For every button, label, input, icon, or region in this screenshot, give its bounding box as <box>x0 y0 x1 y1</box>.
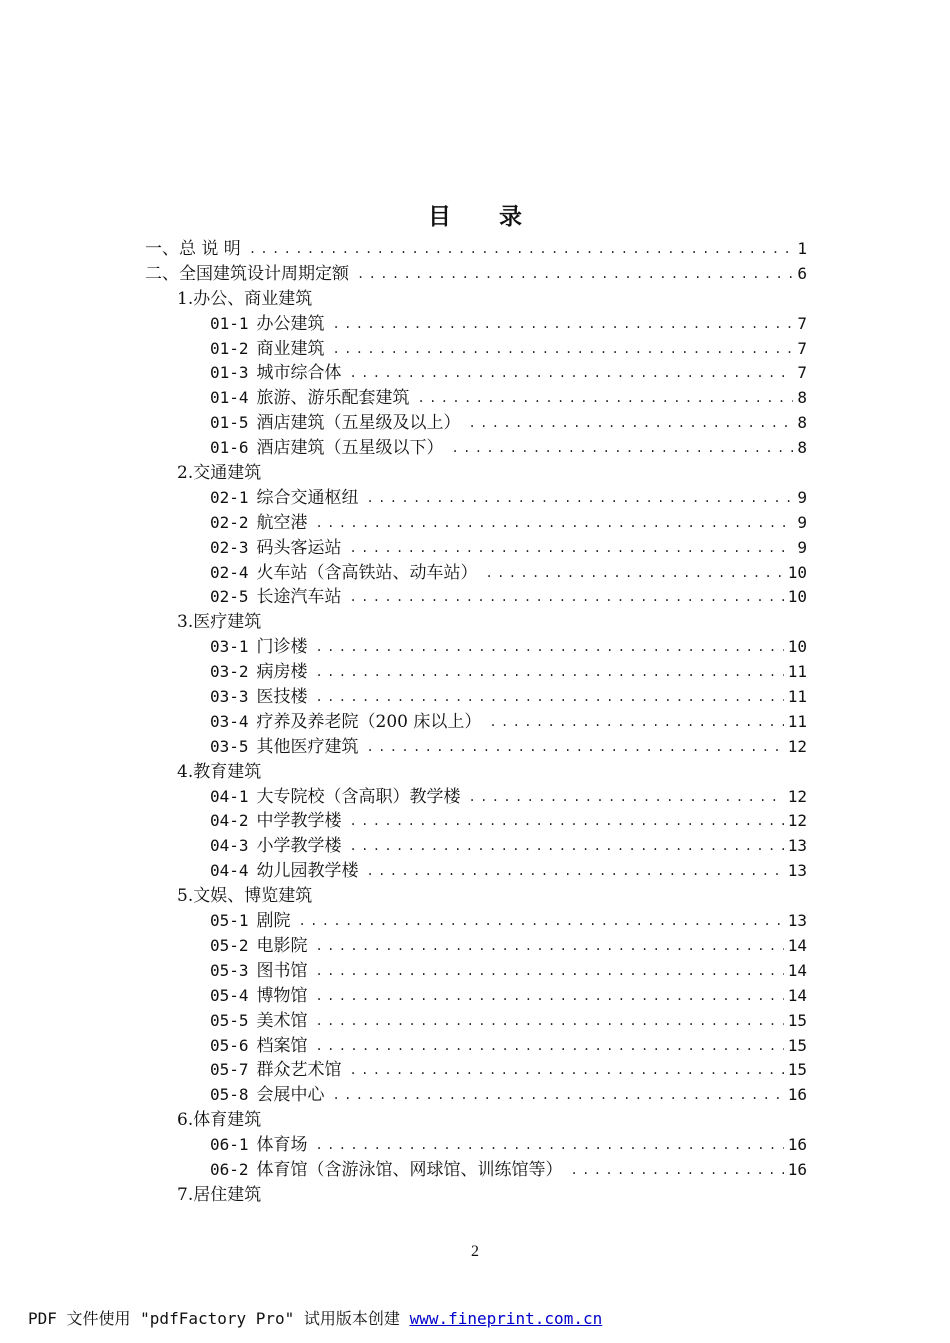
toc-entry-label: 二、全国建筑设计周期定额 <box>145 263 349 284</box>
toc-entry-label: 3.医疗建筑 <box>177 612 262 633</box>
toc-entry-page: 8 <box>797 388 807 408</box>
toc-entry-code: 05-5 <box>210 1010 249 1030</box>
toc-entry-code: 01-2 <box>210 338 249 358</box>
toc-entry-label: 剧院 <box>256 911 291 932</box>
toc-entry-label: 大专院校（含高职）教学楼 <box>256 786 461 807</box>
toc-entry-page: 7 <box>797 363 807 383</box>
toc-leader-dots <box>489 710 783 735</box>
toc-leader-dots <box>350 536 794 561</box>
toc-entry[interactable] <box>145 834 807 859</box>
toc-entry-code: 05-1 <box>210 911 249 931</box>
toc-entry[interactable] <box>145 735 807 760</box>
toc-entry-label: 体育场 <box>256 1135 308 1156</box>
toc-entry-label: 图书馆 <box>256 960 308 981</box>
toc-leader-dots <box>249 237 794 262</box>
toc-entry-page: 8 <box>797 413 807 433</box>
toc-entry[interactable] <box>145 635 807 660</box>
toc-entry[interactable] <box>145 884 807 909</box>
toc-entry[interactable] <box>145 386 807 411</box>
toc-entry[interactable] <box>145 909 807 934</box>
toc-entry-page: 12 <box>787 811 807 831</box>
toc-entry-label: 2.交通建筑 <box>177 463 262 484</box>
toc-entry-code: 01-6 <box>210 438 249 458</box>
toc-leader-dots <box>469 785 784 810</box>
toc-entry-label: 火车站（含高铁站、动车站） <box>256 562 478 583</box>
toc-entry-label: 酒店建筑（五星级及以上） <box>256 413 461 434</box>
toc-entry-code: 01-3 <box>210 363 249 383</box>
toc-entry-page: 6 <box>797 263 807 283</box>
toc-leader-dots <box>299 909 784 934</box>
toc-entry-label: 酒店建筑（五星级以下） <box>256 438 444 459</box>
toc-leader-dots <box>350 1058 784 1083</box>
toc-entry-page: 12 <box>787 736 807 756</box>
toc-entry-code: 05-3 <box>210 960 249 980</box>
footer <box>28 1306 602 1329</box>
toc-entry[interactable] <box>145 760 807 785</box>
toc-entry-label: 美术馆 <box>256 1010 308 1031</box>
toc-leader-dots <box>367 735 784 760</box>
toc-title: 目 录 <box>427 203 542 230</box>
toc-entry-label: 小学教学楼 <box>256 836 342 857</box>
toc-entry-label: 体育馆（含游泳馆、网球馆、训练馆等） <box>256 1159 563 1180</box>
toc-entry-code: 02-4 <box>210 562 249 582</box>
toc-entry-label: 电影院 <box>256 935 308 956</box>
toc-entry-label: 疗养及养老院（200 床以上） <box>256 711 482 732</box>
toc-leader-dots <box>367 859 784 884</box>
toc-entry-label: 长途汽车站 <box>256 587 342 608</box>
toc-leader-dots <box>316 1133 784 1158</box>
toc-entry-label: 码头客运站 <box>256 537 342 558</box>
toc-leader-dots <box>316 1009 784 1034</box>
toc-entry[interactable] <box>145 959 807 984</box>
toc-entry-page: 10 <box>787 637 807 657</box>
toc-entry[interactable] <box>145 934 807 959</box>
toc-entry[interactable] <box>145 237 807 262</box>
toc-entry[interactable] <box>145 610 807 635</box>
toc-entry-page: 13 <box>787 836 807 856</box>
toc-entry-page: 11 <box>787 711 807 731</box>
toc-entry[interactable] <box>145 1183 807 1208</box>
toc-entry-code: 05-2 <box>210 935 249 955</box>
toc-entry[interactable] <box>145 1058 807 1083</box>
toc-entry-code: 02-1 <box>210 487 249 507</box>
toc-leader-dots <box>316 685 784 710</box>
toc-entry[interactable] <box>145 536 807 561</box>
toc-leader-dots <box>571 1158 784 1183</box>
toc-entry-label: 商业建筑 <box>256 338 325 359</box>
toc-entry-label: 综合交通枢纽 <box>256 487 359 508</box>
toc-entry[interactable] <box>145 685 807 710</box>
toc-entry-page: 15 <box>787 1060 807 1080</box>
toc-leader-dots <box>452 436 794 461</box>
toc-entry-page: 12 <box>787 786 807 806</box>
toc-entry-page: 13 <box>787 861 807 881</box>
toc-entry-page: 16 <box>787 1085 807 1105</box>
toc-entry-code: 05-4 <box>210 985 249 1005</box>
toc-leader-dots <box>367 486 794 511</box>
toc-leader-dots <box>350 834 784 859</box>
toc-entry-page: 16 <box>787 1135 807 1155</box>
toc-leader-dots <box>357 262 793 287</box>
toc-entry-label: 航空港 <box>256 512 308 533</box>
toc-entry-label: 博物馆 <box>256 985 308 1006</box>
toc-entry-label: 医技楼 <box>256 687 308 708</box>
toc-entry-page: 10 <box>787 562 807 582</box>
toc-entry-label: 幼儿园教学楼 <box>256 861 359 882</box>
toc-entry-code: 01-1 <box>210 313 249 333</box>
toc-entry-page: 13 <box>787 911 807 931</box>
toc-entry[interactable] <box>145 660 807 685</box>
toc-entry-page: 8 <box>797 438 807 458</box>
toc-entry-page: 15 <box>787 1010 807 1030</box>
toc-entry-code: 04-3 <box>210 836 249 856</box>
toc-entry-code: 03-2 <box>210 662 249 682</box>
toc-entry[interactable] <box>145 1108 807 1133</box>
toc-entry-page: 7 <box>797 338 807 358</box>
toc-entry[interactable] <box>145 1133 807 1158</box>
toc-entry-label: 办公建筑 <box>256 313 325 334</box>
toc-entry-page: 10 <box>787 587 807 607</box>
toc-entry[interactable] <box>145 461 807 486</box>
toc-entry-code: 05-6 <box>210 1035 249 1055</box>
toc-entry-page: 16 <box>787 1159 807 1179</box>
toc-entry-code: 01-5 <box>210 413 249 433</box>
toc-entry-code: 02-3 <box>210 537 249 557</box>
toc-entry-label: 6.体育建筑 <box>177 1110 262 1131</box>
toc-entry-code: 06-1 <box>210 1135 249 1155</box>
toc-entry-code: 04-1 <box>210 786 249 806</box>
toc-entry-label: 其他医疗建筑 <box>256 736 359 757</box>
toc-entry-page: 15 <box>787 1035 807 1055</box>
toc-entry-code: 05-8 <box>210 1085 249 1105</box>
toc-entry[interactable] <box>145 809 807 834</box>
toc-entry-label: 城市综合体 <box>256 363 342 384</box>
toc-leader-dots <box>333 312 794 337</box>
toc-entry-page: 11 <box>787 687 807 707</box>
toc-entry-code: 04-2 <box>210 811 249 831</box>
toc-entry[interactable] <box>145 262 807 287</box>
toc-entry-label: 4.教育建筑 <box>177 761 262 782</box>
toc-entry-code: 01-4 <box>210 388 249 408</box>
toc-entry[interactable] <box>145 859 807 884</box>
toc-leader-dots <box>469 411 794 436</box>
toc-entry-page: 1 <box>797 239 807 258</box>
toc-entry-code: 03-3 <box>210 687 249 707</box>
toc-entry-label: 会展中心 <box>256 1085 325 1106</box>
toc-leader-dots <box>418 386 794 411</box>
toc-entry-code: 03-4 <box>210 711 249 731</box>
toc-entry[interactable] <box>145 287 807 312</box>
toc-entry-page: 14 <box>787 985 807 1005</box>
toc-entry-code: 03-1 <box>210 637 249 657</box>
toc-entry[interactable] <box>145 1009 807 1034</box>
toc-leader-dots <box>316 1034 784 1059</box>
toc-entry[interactable] <box>145 511 807 536</box>
toc-entry[interactable] <box>145 984 807 1009</box>
toc-entry[interactable] <box>145 436 807 461</box>
table-of-contents <box>145 237 807 1208</box>
footer-link[interactable]: www.fineprint.com.cn <box>409 1309 603 1328</box>
toc-leader-dots <box>333 337 794 362</box>
toc-entry-label: 病房楼 <box>256 662 308 683</box>
page-number: 2 <box>471 1243 479 1260</box>
toc-leader-dots <box>350 809 784 834</box>
toc-entry-label: 中学教学楼 <box>256 811 342 832</box>
toc-entry[interactable] <box>145 1158 807 1183</box>
toc-leader-dots <box>486 561 784 586</box>
toc-entry[interactable] <box>145 710 807 735</box>
toc-leader-dots <box>316 984 784 1009</box>
toc-entry[interactable] <box>145 785 807 810</box>
toc-entry-label: 一、总 说 明 <box>145 239 241 259</box>
toc-leader-dots <box>350 361 794 386</box>
toc-entry-page: 9 <box>797 487 807 507</box>
toc-entry-code: 02-2 <box>210 512 249 532</box>
toc-leader-dots <box>316 635 784 660</box>
toc-entry-page: 9 <box>797 512 807 532</box>
toc-entry[interactable] <box>145 1083 807 1108</box>
toc-entry-code: 03-5 <box>210 736 249 756</box>
toc-entry-label: 门诊楼 <box>256 637 308 658</box>
toc-entry-code: 02-5 <box>210 587 249 607</box>
toc-leader-dots <box>316 511 794 536</box>
toc-entry[interactable] <box>145 1034 807 1059</box>
toc-leader-dots <box>333 1083 784 1108</box>
toc-entry[interactable] <box>145 561 807 586</box>
toc-entry[interactable] <box>145 312 807 337</box>
toc-leader-dots <box>350 585 784 610</box>
toc-entry-page: 14 <box>787 960 807 980</box>
footer-text: PDF 文件使用 "pdfFactory Pro" 试用版本创建 <box>28 1309 410 1328</box>
toc-entry[interactable] <box>145 361 807 386</box>
toc-entry-label: 1.办公、商业建筑 <box>177 288 313 309</box>
toc-entry-page: 9 <box>797 537 807 557</box>
toc-entry-label: 群众艺术馆 <box>256 1060 342 1081</box>
toc-entry[interactable] <box>145 585 807 610</box>
toc-entry-code: 04-4 <box>210 861 249 881</box>
toc-entry-page: 11 <box>787 662 807 682</box>
toc-entry[interactable] <box>145 411 807 436</box>
toc-entry[interactable] <box>145 486 807 511</box>
toc-leader-dots <box>316 934 784 959</box>
toc-entry-label: 5.文娱、博览建筑 <box>177 886 313 907</box>
toc-leader-dots <box>316 959 784 984</box>
toc-entry-label: 档案馆 <box>256 1035 308 1056</box>
toc-entry-page: 14 <box>787 935 807 955</box>
toc-entry-label: 7.居住建筑 <box>177 1184 262 1205</box>
toc-entry[interactable] <box>145 337 807 362</box>
toc-entry-label: 旅游、游乐配套建筑 <box>256 388 410 409</box>
toc-entry-code: 05-7 <box>210 1060 249 1080</box>
toc-leader-dots <box>316 660 784 685</box>
toc-entry-code: 06-2 <box>210 1159 249 1179</box>
toc-entry-page: 7 <box>797 313 807 333</box>
